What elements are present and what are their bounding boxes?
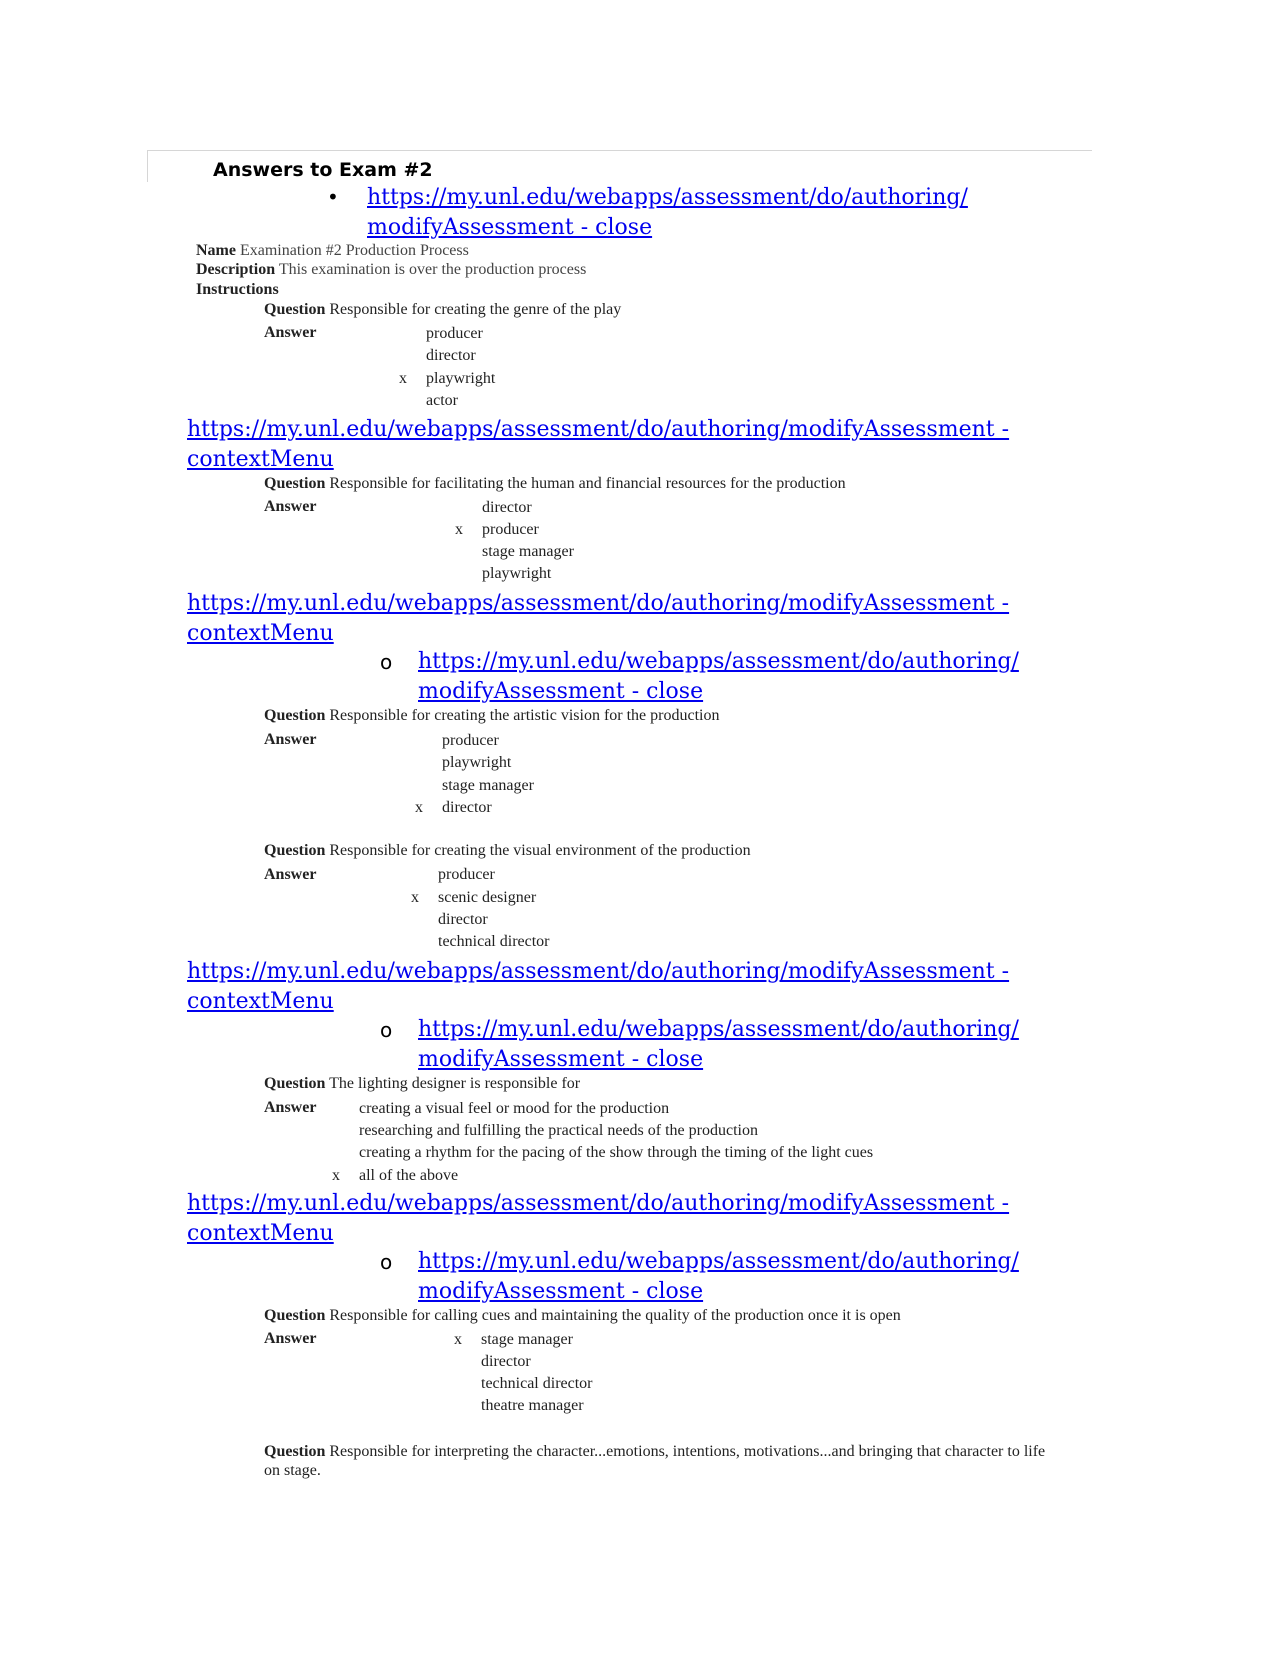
question-text: Responsible for creating the visual environment of the production [329,842,751,859]
bullet-disc-icon: • [327,185,339,209]
close-link-line1[interactable]: https://my.unl.edu/webapps/assessment/do/authoring/ [418,649,1019,674]
answer-option: stage manager [482,543,574,560]
close-link-line1[interactable]: https://my.unl.edu/webapps/assessment/do/authoring/ [418,1017,1019,1042]
context-menu-link[interactable] [187,589,1009,649]
answer-option: director [438,911,488,928]
correct-mark: x [399,370,407,387]
bullet-circle-icon: o [380,650,393,674]
context-link-line2[interactable]: contextMenu [187,447,334,472]
question-text: The lighting designer is responsible for [329,1075,581,1092]
description-value: This examination is over the production process [278,261,587,278]
context-link-line1[interactable]: https://my.unl.edu/webapps/assessment/do/authoring/modifyAssessment - [187,591,1010,616]
context-link-line1[interactable]: https://my.unl.edu/webapps/assessment/do/authoring/modifyAssessment - [187,417,1010,442]
question-text: Responsible for interpreting the character...emotions, intentions, motivations...and bringing that character to life [329,1443,1046,1460]
answer-label: Answer [264,498,317,515]
answer-option: playwright [426,370,496,387]
instructions-label: Instructions [196,281,279,298]
context-menu-link[interactable] [187,415,1009,475]
correct-mark: x [415,799,423,816]
correct-mark: x [332,1167,340,1184]
question-label: Question [264,842,326,859]
question-7-continued: on stage. [264,1462,321,1479]
answer-option: producer [438,866,495,883]
close-link-line2[interactable]: modifyAssessment - close [418,1279,704,1304]
question-1 [264,301,621,319]
answer-option: all of the above [359,1167,459,1184]
context-link-line2[interactable]: contextMenu [187,621,334,646]
question-label: Question [264,475,326,492]
question-text: Responsible for facilitating the human and financial resources for the production [329,475,846,492]
context-menu-link[interactable] [187,957,1009,1017]
context-link-line1[interactable]: https://my.unl.edu/webapps/assessment/do/authoring/modifyAssessment - [187,1191,1010,1216]
question-label: Question [264,1075,326,1092]
answer-option: playwright [442,754,512,771]
question-5 [264,1075,580,1093]
close-link-line1[interactable]: https://my.unl.edu/webapps/assessment/do/authoring/ [367,185,968,210]
answer-label: Answer [264,866,317,883]
answer-option: director [482,499,532,516]
close-link[interactable] [367,183,968,243]
exam-description [196,261,586,279]
answer-option: playwright [482,565,552,582]
close-link-line1[interactable]: https://my.unl.edu/webapps/assessment/do/authoring/ [418,1249,1019,1274]
answer-option: creating a visual feel or mood for the production [359,1100,670,1117]
answer-option: director [442,799,492,816]
correct-mark: x [454,1331,462,1348]
answer-option: producer [482,521,539,538]
question-label: Question [264,301,326,318]
close-link-line2[interactable]: modifyAssessment - close [418,679,704,704]
question-text: Responsible for calling cues and maintaining the quality of the production once it is open [329,1307,901,1324]
question-label: Question [264,1307,326,1324]
name-label: Name [196,242,236,259]
answer-option: producer [426,325,483,342]
question-label: Question [264,707,326,724]
answer-option: stage manager [481,1331,573,1348]
close-link[interactable] [418,1015,1019,1075]
close-link-line2[interactable]: modifyAssessment - close [418,1047,704,1072]
correct-mark: x [411,889,419,906]
answer-option: producer [442,732,499,749]
answer-option: director [481,1353,531,1370]
question-7 [264,1443,1045,1461]
close-link-line2[interactable]: modifyAssessment - close [367,215,653,240]
answer-option: director [426,347,476,364]
context-link-line2[interactable]: contextMenu [187,1221,334,1246]
answer-option: stage manager [442,777,534,794]
correct-mark: x [455,521,463,538]
name-value: Examination #2 Production Process [239,242,469,259]
question-2 [264,475,846,493]
question-label: Question [264,1443,326,1460]
page-title: Answers to Exam #2 [213,159,433,181]
description-label: Description [196,261,276,278]
answer-label: Answer [264,1099,317,1116]
question-text: Responsible for creating the artistic vision for the production [329,707,720,724]
answer-label: Answer [264,731,317,748]
answer-option: creating a rhythm for the pacing of the show through the timing of the light cues [359,1144,874,1161]
context-link-line2[interactable]: contextMenu [187,989,334,1014]
answer-option: technical director [438,933,550,950]
question-6 [264,1307,901,1325]
page-border-top [147,150,1092,151]
answer-label: Answer [264,324,317,341]
close-link[interactable] [418,1247,1019,1307]
bullet-circle-icon: o [380,1250,393,1274]
exam-name [196,242,469,260]
close-link[interactable] [418,647,1019,707]
page-border-left [147,150,148,182]
context-menu-link[interactable] [187,1189,1009,1249]
context-link-line1[interactable]: https://my.unl.edu/webapps/assessment/do/authoring/modifyAssessment - [187,959,1010,984]
answer-option: theatre manager [481,1397,584,1414]
question-4 [264,842,751,860]
answer-label: Answer [264,1330,317,1347]
answer-option: researching and fulfilling the practical needs of the production [359,1122,758,1139]
question-text: Responsible for creating the genre of the play [329,301,622,318]
answer-option: technical director [481,1375,593,1392]
answer-option: scenic designer [438,889,537,906]
question-3 [264,707,719,725]
answer-option: actor [426,392,458,409]
bullet-circle-icon: o [380,1018,393,1042]
